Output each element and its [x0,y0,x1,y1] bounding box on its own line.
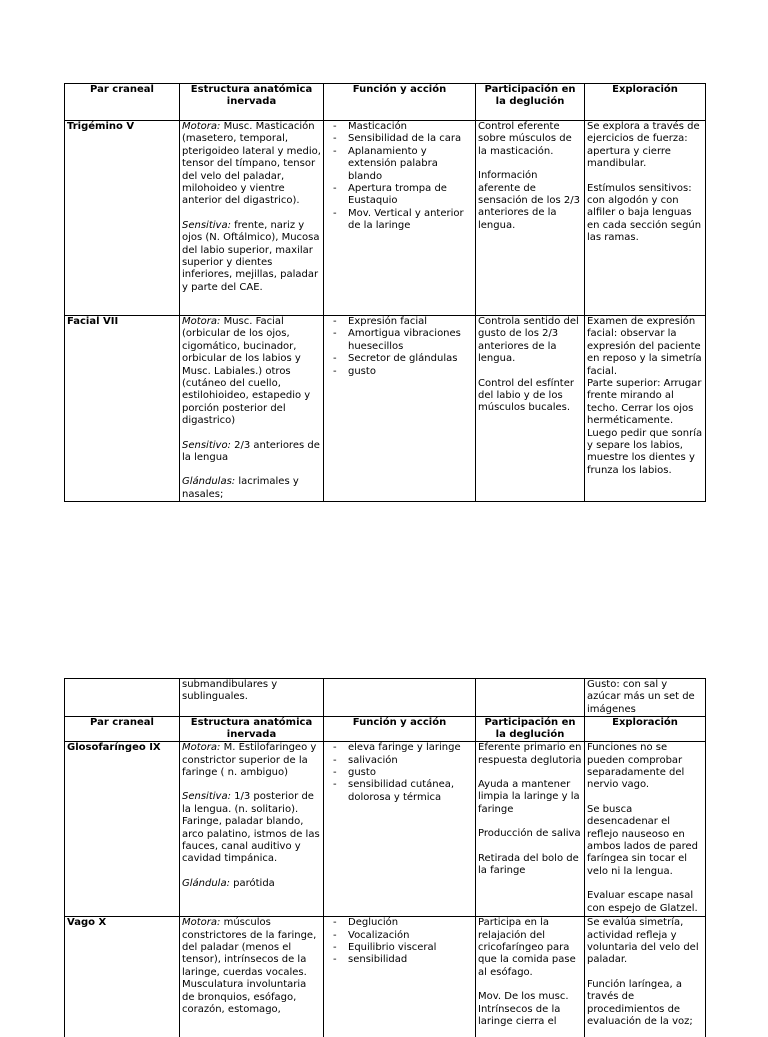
continuation-name [65,679,180,717]
exploracion-paragraph: Estímulos sensitivos: con algodón y con alfiler o baja lenguas en cada sección según las ramas. [587,182,702,244]
funcion-item: - Aplanamiento y extensión palabra blando [326,146,473,183]
header-estructura: Estructura anatómica inervada [180,717,324,742]
estructura-text: 1/3 posterior de la lengua. (n. solitario). Faringe, paladar blando, arco palatino, istmos de las fauces, canal auditivo y cavidad timpánica. [182,791,320,865]
exploracion-paragraph: Se evalúa simetría, actividad refleja y voluntaria del velo del paladar. [587,917,699,966]
paragraph-gap [182,208,321,220]
paragraph-gap [182,428,321,440]
table-row [65,917,706,1037]
funcion-item: - Vocalización [326,930,473,942]
deglucion-paragraph: Control del esfínter del labio y de los músculos bucales. [478,377,574,414]
funcion-item: - sensibilidad cutánea, dolorosa y térmica [326,779,473,804]
nerve-table-page-1 [64,83,706,502]
funcion-item: - Masticación [326,121,473,133]
nerve-name: Trigémino V [65,121,180,316]
exploracion-paragraph: Examen de expresión facial: observar la expresión del paciente en reposo y la simetría facial. Parte superior: Arrugar frente mirando al techo. Cerrar los ojos herméticamente. Luego pedir que sonría y separe los labios, muestre los dientes y frunza los labios. [587,316,703,476]
exploracion-paragraph: Se explora a través de ejercicios de fuerza: apertura y cierre mandibular. [587,121,700,170]
exploracion-cell [585,742,706,917]
paragraph-gap [478,979,582,991]
nerve-name: Facial VII [65,316,180,502]
funcion-list [326,742,473,804]
paragraph-gap [587,878,703,890]
funcion-list [326,917,473,967]
header-estructura: Estructura anatómica inervada [180,84,324,121]
funcion-item: - Equilibrio visceral [326,942,473,954]
funcion-item: - gusto [326,366,473,378]
continuation-estructura: submandibulares y sublinguales. [180,679,324,717]
paragraph-gap [182,779,321,791]
nerve-table-page-2 [64,678,706,1037]
deglucion-paragraph: Control eferente sobre músculos de la masticación. [478,121,572,157]
paragraph-gap [478,816,582,828]
funcion-item: - Mov. Vertical y anterior de la laringe [326,208,473,233]
deglucion-paragraph: Controla sentido del gusto de los 2/3 anteriores de la lengua. [478,316,579,365]
exploracion-paragraph: Función laríngea, a través de procedimientos de evaluación de la voz; [587,978,693,1028]
estructura-text: músculos constrictores de la faringe, del paladar (menos el tensor), intrínsecos de la laringe, cuerdas vocales. Musculatura involuntaria de bronquios, esófago, corazón, estomago, [182,917,317,1016]
header-exploracion: Exploración [585,717,706,742]
estructura-paragraph [182,440,321,465]
deglucion-paragraph: Participa en la relajación del cricofaríngeo para que la comida pase al esófago. [478,917,576,978]
deglucion-paragraph: Mov. De los musc. Intrínsecos de la laringe cierra el [478,991,569,1028]
funcion-item: - salivación [326,755,473,767]
header-exploracion: Exploración [585,84,706,121]
estructura-cell [180,917,324,1037]
estructura-label: Motora: [182,917,221,929]
paragraph-gap [478,767,582,779]
funcion-item: - sensibilidad [326,954,473,966]
deglucion-paragraph: Producción de saliva [478,828,581,840]
estructura-paragraph [182,220,321,294]
estructura-text: lacrimales y nasales; [182,476,299,500]
deglucion-paragraph: Eferente primario en respuesta deglutoria [478,742,582,766]
funcion-list [326,316,473,378]
header-par-craneal: Par craneal [65,84,180,121]
estructura-label: Sensitiva: [182,219,231,231]
funcion-item: - Secretor de glándulas [326,353,473,365]
estructura-text: M. Estilofaringeo y constrictor superior de la faringe ( n. ambiguo) [182,742,317,779]
estructura-label: Glándulas: [182,476,236,488]
funcion-item: - Deglución [326,917,473,929]
continuation-deglucion [476,679,585,717]
paragraph-gap [182,866,321,878]
estructura-text: parótida [229,877,275,889]
estructura-cell [180,121,324,316]
funcion-item: - Apertura trompa de Eustaquio [326,183,473,208]
deglucion-paragraph: Ayuda a mantener limpia la laringe y la faringe [478,779,580,815]
continuation-funcion [324,679,476,717]
estructura-paragraph [182,742,321,779]
deglucion-cell [476,121,585,316]
paragraph-gap [478,158,582,170]
table-row [65,742,706,917]
exploracion-paragraph: Funciones no se pueden comprobar separadamente del nervio vago. [587,742,685,791]
continuation-exploracion: Gusto: con sal y azúcar más un set de imágenes [585,679,706,717]
nerve-name: Vago X [65,917,180,1037]
continuation-row [65,679,706,717]
estructura-text: frente, nariz y ojos (N. Oftálmico), Mucosa del labio superior, maxilar superior y dientes inferiores, mejillas, paladar y parte del CAE. [182,219,320,293]
header-par-craneal: Par craneal [65,717,180,742]
estructura-paragraph [182,878,321,890]
funcion-cell [324,917,476,1037]
funcion-cell [324,742,476,917]
deglucion-cell [476,742,585,917]
header-row [65,84,706,121]
deglucion-cell [476,316,585,502]
header-deglucion: Participación en la deglución [476,717,585,742]
exploracion-cell [585,121,706,316]
deglucion-paragraph: Retirada del bolo de la faringe [478,852,579,877]
table-row [65,121,706,316]
header-funcion: Función y acción [324,717,476,742]
paragraph-gap [587,792,703,804]
header-funcion: Función y acción [324,84,476,121]
paragraph-gap [182,464,321,476]
estructura-cell [180,742,324,917]
header-deglucion: Participación en la deglución [476,84,585,121]
funcion-item: - gusto [326,767,473,779]
deglucion-paragraph: Información aferente de sensación de los 2/3 anteriores de la lengua. [478,170,581,231]
funcion-cell [324,121,476,316]
exploracion-paragraph: Evaluar escape nasal con espejo de Glatzel. [587,890,698,914]
estructura-label: Glándula: [182,877,230,889]
estructura-paragraph [182,476,321,501]
estructura-label: Motora: [182,316,221,327]
estructura-text: 2/3 anteriores de la lengua [182,439,320,464]
estructura-paragraph [182,791,321,865]
paragraph-gap [587,171,703,183]
estructura-paragraph [182,917,321,1016]
table-row [65,316,706,502]
exploracion-cell [585,917,706,1037]
estructura-paragraph [182,121,321,208]
funcion-cell [324,316,476,502]
funcion-list [326,121,473,233]
paragraph-gap [587,967,703,979]
estructura-label: Motora: [182,121,221,132]
funcion-item: - Expresión facial [326,316,473,328]
estructura-label: Motora: [182,742,221,754]
estructura-label: Sensitivo: [182,439,231,451]
estructura-text: Musc. Facial (orbicular de los ojos, cigomático, bucinador, orbicular de los labios y Musc. Labiales.) otros (cutáneo del cuello, estilohioideo, estapedio y porción posterior del digastrico) [182,316,311,427]
paragraph-gap [478,841,582,853]
exploracion-cell [585,316,706,502]
header-row [65,717,706,742]
estructura-cell [180,316,324,502]
estructura-label: Sensitiva: [182,791,231,803]
exploracion-paragraph: Se busca desencadenar el reflejo nauseoso en ambos lados de pared faríngea sin tocar el velo ni la lengua. [587,803,699,877]
paragraph-gap [478,366,582,378]
estructura-text: Musc. Masticación (masetero, temporal, pterigoideo lateral y medio, tensor del tímpano, tensor del velo del paladar, milohoideo y vientre anterior del digastrico). [182,121,321,207]
funcion-item: - eleva faringe y laringe [326,742,473,754]
nerve-name: Glosofaríngeo IX [65,742,180,917]
deglucion-cell [476,917,585,1037]
estructura-paragraph [182,316,321,428]
funcion-item: - Sensibilidad de la cara [326,133,473,145]
funcion-item: - Amortigua vibraciones huesecillos [326,328,473,353]
